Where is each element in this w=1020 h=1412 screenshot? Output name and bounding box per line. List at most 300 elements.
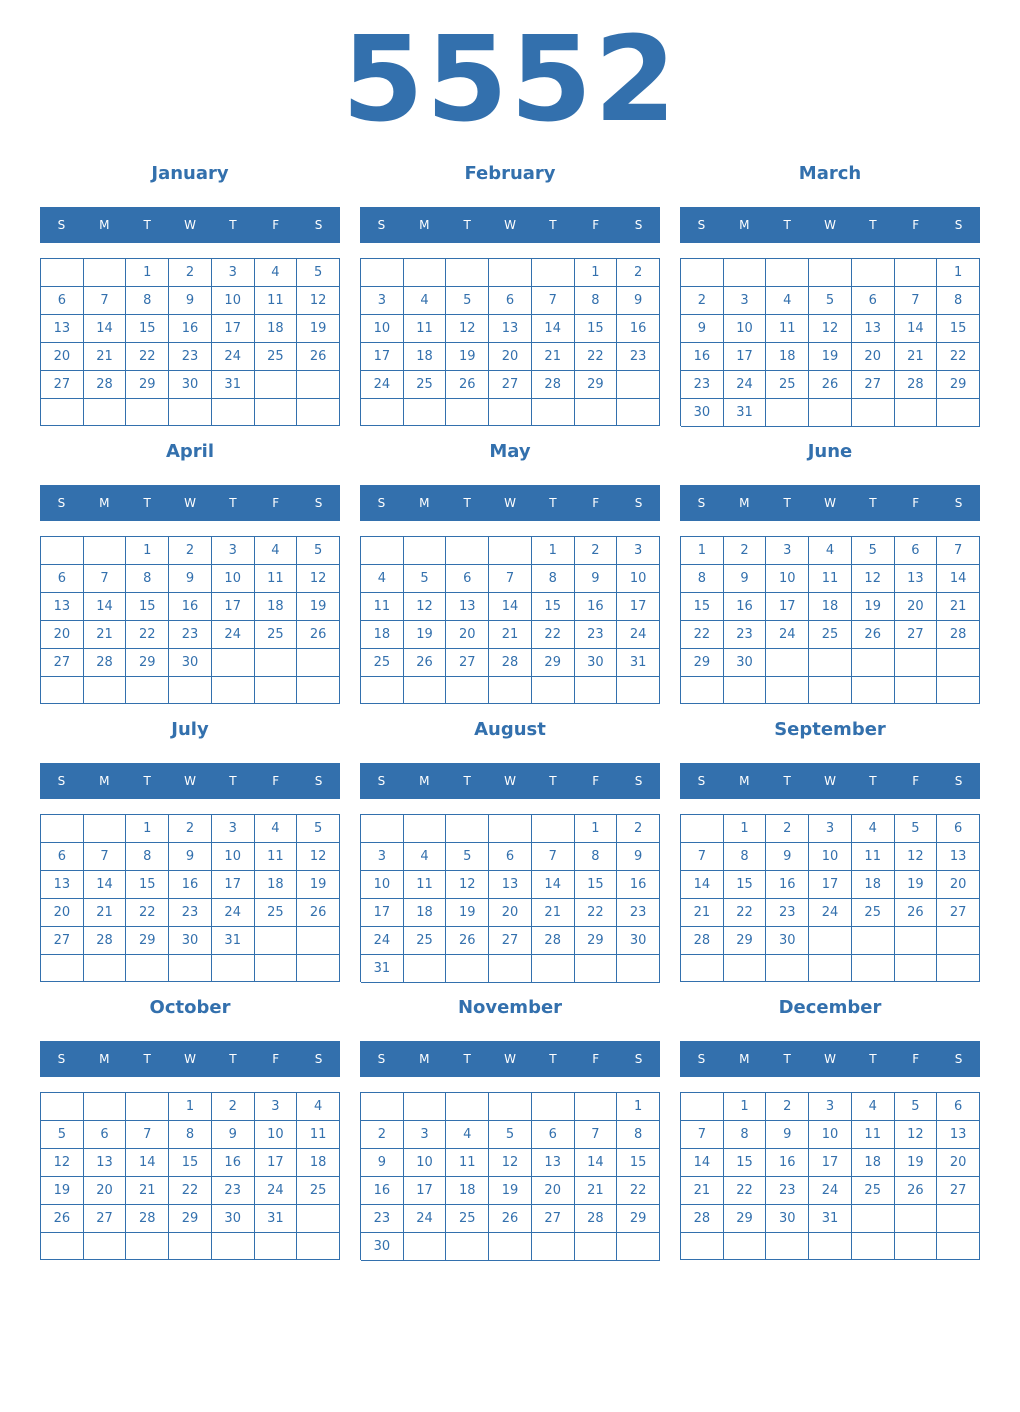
empty-cell bbox=[575, 1093, 618, 1121]
day-cell: 13 bbox=[41, 593, 84, 621]
day-cell: 17 bbox=[255, 1149, 298, 1177]
day-cell: 20 bbox=[446, 621, 489, 649]
day-cell: 30 bbox=[169, 371, 212, 399]
empty-cell bbox=[361, 815, 404, 843]
day-cell: 28 bbox=[126, 1205, 169, 1233]
day-cell: 5 bbox=[297, 537, 340, 565]
empty-cell bbox=[169, 399, 212, 426]
weekday-header bbox=[40, 207, 340, 243]
day-cell: 14 bbox=[84, 871, 127, 899]
empty-cell bbox=[809, 677, 852, 704]
empty-cell bbox=[617, 955, 660, 983]
day-cell: 15 bbox=[724, 1149, 767, 1177]
day-cell: 2 bbox=[766, 1093, 809, 1121]
weekday-label: M bbox=[419, 1052, 430, 1066]
empty-cell bbox=[852, 1205, 895, 1233]
day-cell: 23 bbox=[724, 621, 767, 649]
day-cell: 21 bbox=[681, 1177, 724, 1205]
empty-cell bbox=[446, 537, 489, 565]
empty-cell bbox=[575, 955, 618, 983]
empty-cell bbox=[766, 677, 809, 704]
day-cell: 11 bbox=[766, 315, 809, 343]
empty-cell bbox=[41, 1093, 84, 1121]
day-cell: 29 bbox=[126, 371, 169, 399]
day-cell: 29 bbox=[724, 927, 767, 955]
day-cell: 2 bbox=[617, 259, 660, 287]
day-cell: 18 bbox=[297, 1149, 340, 1177]
day-cell: 12 bbox=[852, 565, 895, 593]
day-cell: 20 bbox=[489, 343, 532, 371]
day-cell: 28 bbox=[84, 649, 127, 677]
weekday-label: S bbox=[697, 774, 706, 788]
day-cell: 15 bbox=[126, 593, 169, 621]
day-cell: 21 bbox=[84, 343, 127, 371]
day-cell: 5 bbox=[297, 259, 340, 287]
month-name: January bbox=[151, 163, 229, 184]
day-cell: 13 bbox=[895, 565, 938, 593]
day-cell: 13 bbox=[446, 593, 489, 621]
weekday-label: W bbox=[824, 1052, 836, 1066]
day-cell: 24 bbox=[809, 899, 852, 927]
empty-cell bbox=[84, 1233, 127, 1260]
day-cell: 26 bbox=[297, 343, 340, 371]
weekday-label: W bbox=[824, 496, 836, 510]
day-cell: 8 bbox=[681, 565, 724, 593]
empty-cell bbox=[937, 1205, 980, 1233]
day-cell: 23 bbox=[766, 899, 809, 927]
day-cell: 7 bbox=[532, 843, 575, 871]
weekday-label: S bbox=[314, 1052, 323, 1066]
weekday-label: M bbox=[99, 774, 110, 788]
day-cell: 21 bbox=[84, 621, 127, 649]
day-grid bbox=[360, 258, 660, 426]
day-cell: 16 bbox=[361, 1177, 404, 1205]
day-cell: 3 bbox=[255, 1093, 298, 1121]
day-cell: 11 bbox=[809, 565, 852, 593]
empty-cell bbox=[41, 677, 84, 704]
day-cell: 12 bbox=[446, 315, 489, 343]
day-cell: 20 bbox=[84, 1177, 127, 1205]
day-cell: 23 bbox=[361, 1205, 404, 1233]
day-cell: 10 bbox=[255, 1121, 298, 1149]
day-cell: 25 bbox=[404, 927, 447, 955]
day-cell: 16 bbox=[212, 1149, 255, 1177]
day-cell: 18 bbox=[446, 1177, 489, 1205]
day-cell: 27 bbox=[41, 927, 84, 955]
weekday-header bbox=[680, 1041, 980, 1077]
day-cell: 14 bbox=[681, 1149, 724, 1177]
day-cell: 29 bbox=[575, 371, 618, 399]
weekday-label: S bbox=[954, 774, 963, 788]
day-cell: 9 bbox=[724, 565, 767, 593]
weekday-header bbox=[680, 763, 980, 799]
day-cell: 9 bbox=[617, 843, 660, 871]
weekday-label: T bbox=[783, 1052, 791, 1066]
day-cell: 14 bbox=[532, 315, 575, 343]
day-cell: 21 bbox=[681, 899, 724, 927]
day-cell: 15 bbox=[724, 871, 767, 899]
day-cell: 13 bbox=[937, 843, 980, 871]
weekday-label: F bbox=[592, 218, 600, 232]
day-cell: 5 bbox=[41, 1121, 84, 1149]
day-cell: 7 bbox=[84, 843, 127, 871]
day-cell: 9 bbox=[169, 287, 212, 315]
day-cell: 7 bbox=[84, 287, 127, 315]
day-cell: 10 bbox=[404, 1149, 447, 1177]
day-cell: 3 bbox=[766, 537, 809, 565]
empty-cell bbox=[41, 399, 84, 426]
weekday-label: T bbox=[143, 774, 151, 788]
weekday-label: S bbox=[377, 774, 386, 788]
empty-cell bbox=[724, 955, 767, 982]
empty-cell bbox=[404, 537, 447, 565]
day-cell: 29 bbox=[937, 371, 980, 399]
empty-cell bbox=[126, 955, 169, 982]
day-grid bbox=[360, 1092, 660, 1260]
day-cell: 25 bbox=[766, 371, 809, 399]
day-cell: 4 bbox=[404, 287, 447, 315]
day-cell: 1 bbox=[681, 537, 724, 565]
empty-cell bbox=[446, 259, 489, 287]
day-cell: 12 bbox=[809, 315, 852, 343]
day-cell: 9 bbox=[575, 565, 618, 593]
empty-cell bbox=[84, 955, 127, 982]
day-cell: 21 bbox=[532, 343, 575, 371]
day-cell: 13 bbox=[532, 1149, 575, 1177]
day-cell: 28 bbox=[681, 1205, 724, 1233]
day-cell: 26 bbox=[446, 371, 489, 399]
empty-cell bbox=[404, 955, 447, 983]
day-cell: 24 bbox=[617, 621, 660, 649]
day-cell: 27 bbox=[446, 649, 489, 677]
day-cell: 24 bbox=[212, 621, 255, 649]
weekday-label: T bbox=[463, 1052, 471, 1066]
day-cell: 21 bbox=[532, 899, 575, 927]
day-cell: 1 bbox=[126, 815, 169, 843]
day-cell: 4 bbox=[255, 259, 298, 287]
day-cell: 18 bbox=[255, 871, 298, 899]
empty-cell bbox=[681, 1093, 724, 1121]
day-cell: 5 bbox=[446, 287, 489, 315]
day-cell: 17 bbox=[809, 1149, 852, 1177]
day-cell: 18 bbox=[852, 871, 895, 899]
day-cell: 19 bbox=[895, 1149, 938, 1177]
day-cell: 22 bbox=[169, 1177, 212, 1205]
day-cell: 19 bbox=[895, 871, 938, 899]
empty-cell bbox=[169, 955, 212, 982]
day-cell: 18 bbox=[255, 593, 298, 621]
weekday-label: M bbox=[739, 1052, 750, 1066]
day-cell: 3 bbox=[404, 1121, 447, 1149]
day-cell: 10 bbox=[212, 565, 255, 593]
day-cell: 21 bbox=[895, 343, 938, 371]
empty-cell bbox=[404, 1093, 447, 1121]
weekday-label: M bbox=[99, 496, 110, 510]
weekday-label: S bbox=[954, 218, 963, 232]
empty-cell bbox=[84, 259, 127, 287]
month-august bbox=[360, 713, 660, 983]
day-cell: 31 bbox=[212, 371, 255, 399]
day-cell: 25 bbox=[852, 899, 895, 927]
day-cell: 6 bbox=[489, 843, 532, 871]
weekday-label: S bbox=[634, 218, 643, 232]
empty-cell bbox=[126, 1233, 169, 1260]
day-cell: 14 bbox=[895, 315, 938, 343]
day-cell: 29 bbox=[126, 927, 169, 955]
day-cell: 27 bbox=[895, 621, 938, 649]
day-cell: 19 bbox=[852, 593, 895, 621]
day-cell: 11 bbox=[255, 565, 298, 593]
empty-cell bbox=[532, 815, 575, 843]
empty-cell bbox=[84, 815, 127, 843]
day-cell: 23 bbox=[212, 1177, 255, 1205]
empty-cell bbox=[809, 1233, 852, 1260]
day-cell: 14 bbox=[84, 593, 127, 621]
weekday-label: T bbox=[143, 1052, 151, 1066]
day-cell: 8 bbox=[937, 287, 980, 315]
empty-cell bbox=[361, 1093, 404, 1121]
day-cell: 15 bbox=[126, 871, 169, 899]
day-cell: 9 bbox=[169, 565, 212, 593]
day-cell: 24 bbox=[255, 1177, 298, 1205]
empty-cell bbox=[41, 815, 84, 843]
day-cell: 16 bbox=[617, 871, 660, 899]
empty-cell bbox=[297, 1205, 340, 1233]
empty-cell bbox=[937, 399, 980, 427]
day-cell: 22 bbox=[575, 899, 618, 927]
day-cell: 27 bbox=[937, 899, 980, 927]
day-cell: 28 bbox=[937, 621, 980, 649]
day-grid bbox=[40, 1092, 340, 1260]
month-name: March bbox=[798, 163, 862, 184]
day-cell: 8 bbox=[617, 1121, 660, 1149]
day-cell: 6 bbox=[937, 1093, 980, 1121]
day-cell: 24 bbox=[724, 371, 767, 399]
day-cell: 1 bbox=[532, 537, 575, 565]
day-cell: 22 bbox=[937, 343, 980, 371]
day-cell: 23 bbox=[617, 899, 660, 927]
day-cell: 17 bbox=[809, 871, 852, 899]
day-cell: 26 bbox=[489, 1205, 532, 1233]
day-cell: 19 bbox=[404, 621, 447, 649]
day-cell: 16 bbox=[169, 871, 212, 899]
day-cell: 3 bbox=[361, 287, 404, 315]
day-cell: 17 bbox=[212, 871, 255, 899]
day-cell: 14 bbox=[84, 315, 127, 343]
day-cell: 30 bbox=[766, 927, 809, 955]
empty-cell bbox=[404, 1233, 447, 1261]
empty-cell bbox=[255, 649, 298, 677]
empty-cell bbox=[169, 677, 212, 704]
day-cell: 17 bbox=[361, 899, 404, 927]
weekday-label: F bbox=[592, 774, 600, 788]
weekday-label: W bbox=[504, 218, 516, 232]
day-cell: 28 bbox=[84, 371, 127, 399]
empty-cell bbox=[617, 1233, 660, 1261]
empty-cell bbox=[297, 649, 340, 677]
day-cell: 29 bbox=[724, 1205, 767, 1233]
weekday-label: T bbox=[869, 774, 877, 788]
day-cell: 25 bbox=[809, 621, 852, 649]
empty-cell bbox=[489, 259, 532, 287]
day-cell: 26 bbox=[404, 649, 447, 677]
empty-cell bbox=[361, 537, 404, 565]
weekday-label: W bbox=[184, 218, 196, 232]
day-cell: 25 bbox=[255, 621, 298, 649]
day-cell: 2 bbox=[212, 1093, 255, 1121]
day-cell: 10 bbox=[212, 843, 255, 871]
empty-cell bbox=[852, 399, 895, 427]
day-cell: 9 bbox=[766, 843, 809, 871]
day-cell: 1 bbox=[126, 537, 169, 565]
day-cell: 22 bbox=[724, 899, 767, 927]
day-cell: 15 bbox=[575, 315, 618, 343]
empty-cell bbox=[681, 815, 724, 843]
day-cell: 12 bbox=[895, 843, 938, 871]
day-cell: 21 bbox=[489, 621, 532, 649]
empty-cell bbox=[809, 927, 852, 955]
empty-cell bbox=[532, 1233, 575, 1261]
day-cell: 1 bbox=[575, 259, 618, 287]
day-cell: 10 bbox=[361, 871, 404, 899]
day-cell: 20 bbox=[41, 621, 84, 649]
day-cell: 7 bbox=[84, 565, 127, 593]
empty-cell bbox=[852, 927, 895, 955]
day-cell: 13 bbox=[489, 315, 532, 343]
empty-cell bbox=[852, 649, 895, 677]
weekday-label: F bbox=[272, 1052, 280, 1066]
day-cell: 2 bbox=[724, 537, 767, 565]
month-december bbox=[680, 991, 980, 1261]
day-cell: 25 bbox=[404, 371, 447, 399]
empty-cell bbox=[532, 1093, 575, 1121]
day-cell: 10 bbox=[617, 565, 660, 593]
month-name: October bbox=[149, 997, 231, 1018]
day-cell: 2 bbox=[361, 1121, 404, 1149]
empty-cell bbox=[84, 537, 127, 565]
day-cell: 4 bbox=[255, 537, 298, 565]
month-march bbox=[680, 157, 980, 427]
weekday-label: T bbox=[229, 1052, 237, 1066]
empty-cell bbox=[446, 399, 489, 426]
day-cell: 23 bbox=[169, 343, 212, 371]
weekday-label: S bbox=[377, 496, 386, 510]
day-cell: 30 bbox=[766, 1205, 809, 1233]
day-cell: 25 bbox=[297, 1177, 340, 1205]
empty-cell bbox=[575, 399, 618, 426]
day-cell: 11 bbox=[404, 871, 447, 899]
day-cell: 8 bbox=[532, 565, 575, 593]
empty-cell bbox=[446, 1233, 489, 1261]
day-cell: 18 bbox=[809, 593, 852, 621]
day-cell: 24 bbox=[404, 1205, 447, 1233]
day-cell: 11 bbox=[255, 287, 298, 315]
day-cell: 4 bbox=[446, 1121, 489, 1149]
weekday-label: W bbox=[504, 774, 516, 788]
day-cell: 8 bbox=[724, 1121, 767, 1149]
weekday-label: S bbox=[57, 218, 66, 232]
day-grid bbox=[40, 258, 340, 426]
weekday-label: S bbox=[57, 1052, 66, 1066]
day-cell: 11 bbox=[852, 843, 895, 871]
day-cell: 19 bbox=[297, 871, 340, 899]
day-grid bbox=[40, 814, 340, 982]
day-cell: 19 bbox=[41, 1177, 84, 1205]
day-cell: 22 bbox=[617, 1177, 660, 1205]
day-cell: 2 bbox=[617, 815, 660, 843]
empty-cell bbox=[895, 399, 938, 427]
weekday-label: F bbox=[272, 774, 280, 788]
day-cell: 31 bbox=[724, 399, 767, 427]
weekday-label: S bbox=[697, 218, 706, 232]
day-cell: 10 bbox=[212, 287, 255, 315]
day-cell: 17 bbox=[617, 593, 660, 621]
weekday-label: W bbox=[824, 218, 836, 232]
day-cell: 5 bbox=[809, 287, 852, 315]
empty-cell bbox=[361, 399, 404, 426]
day-cell: 17 bbox=[361, 343, 404, 371]
empty-cell bbox=[809, 955, 852, 982]
weekday-label: T bbox=[229, 218, 237, 232]
month-october bbox=[40, 991, 340, 1261]
empty-cell bbox=[766, 1233, 809, 1260]
empty-cell bbox=[681, 259, 724, 287]
day-cell: 23 bbox=[169, 621, 212, 649]
day-grid bbox=[360, 814, 660, 982]
day-cell: 28 bbox=[575, 1205, 618, 1233]
day-cell: 27 bbox=[937, 1177, 980, 1205]
weekday-label: S bbox=[314, 496, 323, 510]
weekday-header bbox=[40, 763, 340, 799]
weekday-label: M bbox=[739, 218, 750, 232]
day-cell: 9 bbox=[617, 287, 660, 315]
empty-cell bbox=[212, 649, 255, 677]
empty-cell bbox=[937, 1233, 980, 1260]
month-january bbox=[40, 157, 340, 427]
day-cell: 29 bbox=[617, 1205, 660, 1233]
weekday-header bbox=[360, 485, 660, 521]
day-cell: 29 bbox=[126, 649, 169, 677]
day-cell: 2 bbox=[169, 815, 212, 843]
day-cell: 18 bbox=[361, 621, 404, 649]
day-cell: 15 bbox=[532, 593, 575, 621]
day-cell: 25 bbox=[446, 1205, 489, 1233]
empty-cell bbox=[617, 677, 660, 704]
empty-cell bbox=[361, 259, 404, 287]
day-cell: 6 bbox=[532, 1121, 575, 1149]
weekday-label: T bbox=[463, 496, 471, 510]
empty-cell bbox=[41, 955, 84, 982]
day-cell: 6 bbox=[489, 287, 532, 315]
day-cell: 28 bbox=[681, 927, 724, 955]
weekday-label: T bbox=[229, 774, 237, 788]
empty-cell bbox=[297, 399, 340, 426]
day-cell: 20 bbox=[489, 899, 532, 927]
weekday-label: T bbox=[783, 218, 791, 232]
day-cell: 28 bbox=[895, 371, 938, 399]
weekday-label: W bbox=[504, 496, 516, 510]
day-cell: 18 bbox=[255, 315, 298, 343]
day-cell: 24 bbox=[361, 371, 404, 399]
weekday-label: S bbox=[634, 496, 643, 510]
day-cell: 3 bbox=[212, 259, 255, 287]
empty-cell bbox=[681, 677, 724, 704]
day-cell: 30 bbox=[681, 399, 724, 427]
day-cell: 9 bbox=[169, 843, 212, 871]
day-grid bbox=[680, 814, 980, 982]
day-cell: 17 bbox=[404, 1177, 447, 1205]
day-cell: 18 bbox=[852, 1149, 895, 1177]
